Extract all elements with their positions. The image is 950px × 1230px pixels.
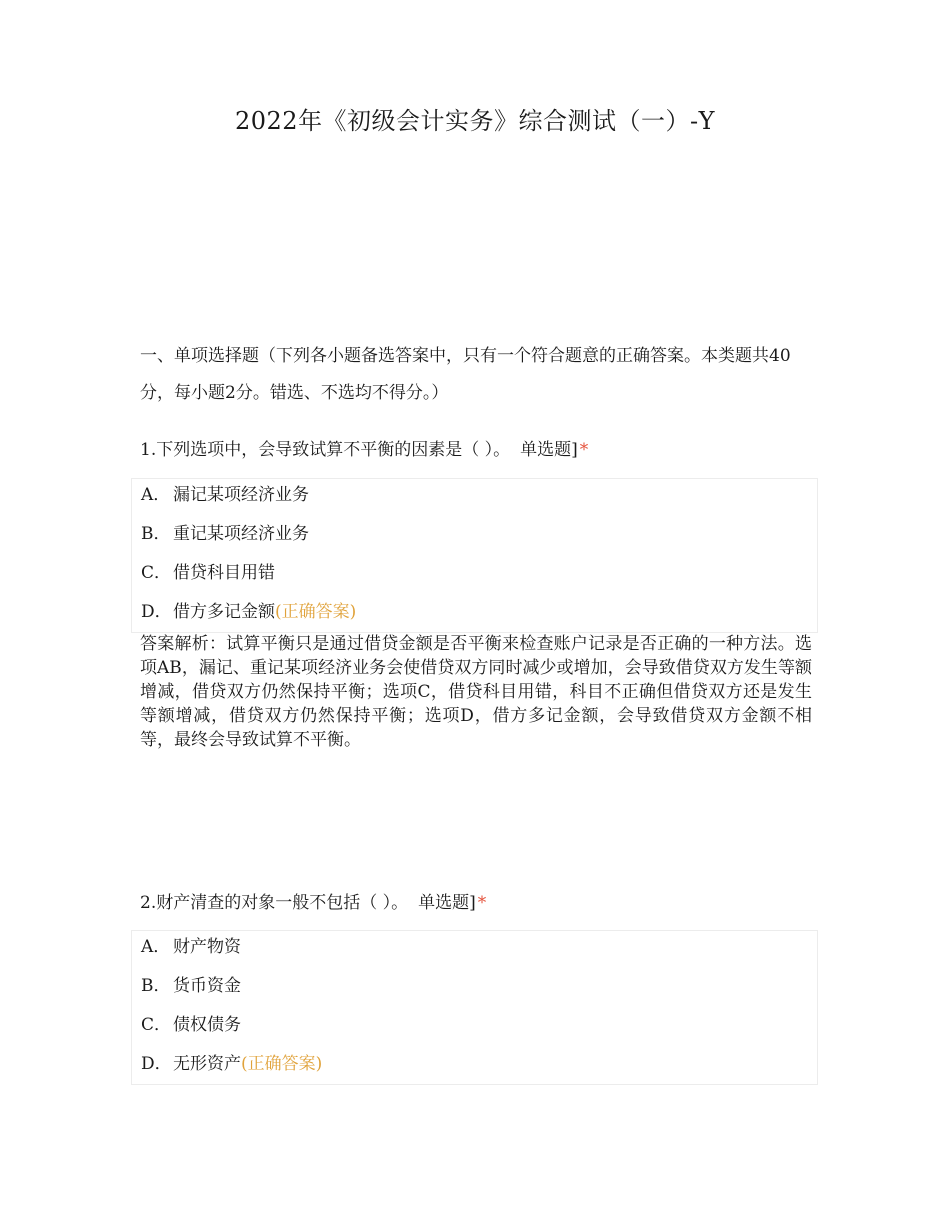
required-star: *	[477, 893, 487, 913]
question-2-options	[131, 930, 818, 1085]
required-star: *	[579, 440, 589, 460]
option-text: 漏记某项经济业务	[173, 485, 309, 505]
option-text: 货币资金	[173, 976, 241, 996]
option-text: 借贷科目用错	[173, 563, 275, 583]
option-letter: A．	[141, 937, 171, 957]
option-a[interactable]	[132, 931, 817, 970]
option-letter: D．	[141, 602, 172, 622]
option-text: 债权债务	[173, 1015, 241, 1035]
question-2-stem	[140, 890, 486, 916]
option-c[interactable]	[132, 557, 817, 596]
option-text: 重记某项经济业务	[173, 524, 309, 544]
option-b[interactable]	[132, 518, 817, 557]
question-1-options	[131, 478, 818, 633]
question-text: 1.下列选项中，会导致试算不平衡的因素是（ ）。	[140, 440, 511, 460]
question-type-label: 单选题]	[418, 893, 476, 913]
option-letter: D．	[141, 1054, 172, 1074]
question-1-stem	[140, 437, 588, 463]
option-text: 无形资产	[173, 1054, 241, 1074]
answer-analysis: 答案解析：试算平衡只是通过借贷金额是否平衡来检查账户记录是否正确的一种方法。选项AB，漏记、重记某项经济业务会使借贷双方同时减少或增加，会导致借贷双方发生等额增减，借贷双方仍然保持平衡；选项C，借贷科目用错，科目不正确但借贷双方还是发生等额增减，借贷双方仍然保持平衡；选项D，借方多记金额，会导致借贷双方金额不相等，最终会导致试算不平衡。	[140, 634, 812, 750]
section-description: 一、单项选择题（下列各小题备选答案中，只有一个符合题意的正确答案。本类题共40分，每小题2分。错选、不选均不得分。）	[140, 346, 791, 403]
page-title: 2022年《初级会计实务》综合测试（一）-Y	[234, 107, 716, 135]
option-letter: C．	[141, 1015, 172, 1035]
option-letter: C．	[141, 563, 172, 583]
option-d[interactable]	[132, 596, 817, 635]
question-text: 2.财产清查的对象一般不包括（ ）。	[140, 893, 409, 913]
option-letter: B．	[141, 524, 171, 544]
question-type-label: 单选题]	[520, 440, 578, 460]
option-c[interactable]	[132, 1009, 817, 1048]
option-letter: B．	[141, 976, 171, 996]
option-text: 财产物资	[173, 937, 241, 957]
option-a[interactable]	[132, 479, 817, 518]
option-letter: A．	[141, 485, 171, 505]
correct-answer-tag: (正确答案)	[241, 1054, 323, 1074]
option-b[interactable]	[132, 970, 817, 1009]
option-d[interactable]	[132, 1048, 817, 1087]
option-text: 借方多记金额	[173, 602, 275, 622]
correct-answer-tag: (正确答案)	[275, 602, 357, 622]
